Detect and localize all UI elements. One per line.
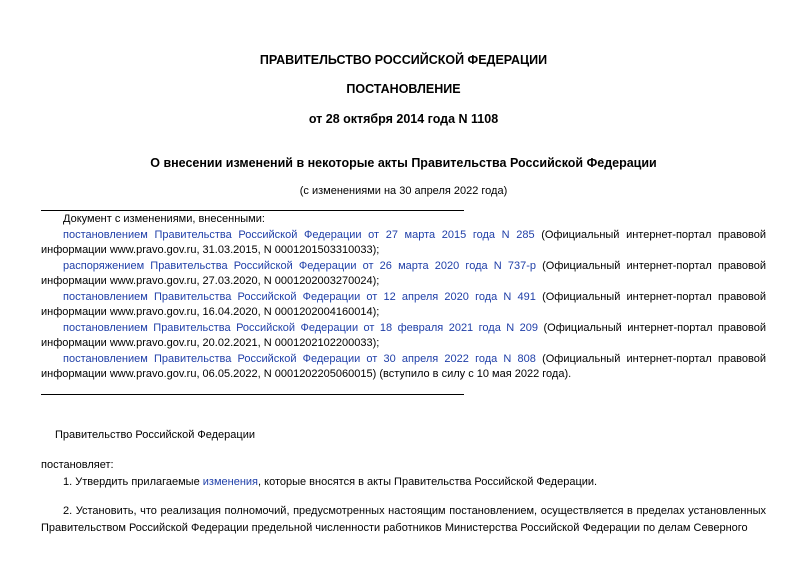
decides-line: постановляет: <box>41 459 114 471</box>
bottom-divider <box>41 394 464 395</box>
paragraph-1: 1. Утвердить прилагаемые изменения, которые вносятся в акты Правительства Российской Федерации. <box>63 475 598 488</box>
change-link[interactable]: постановлением Правительства Российской Федерации от 18 февраля 2021 года N 209 <box>63 321 539 334</box>
change-link[interactable]: постановлением Правительства Российской Федерации от 30 апреля 2022 года N 808 <box>63 352 536 365</box>
issuing-body: Правительство Российской Федерации <box>55 429 255 441</box>
change-item <box>41 228 766 259</box>
top-divider <box>41 210 464 211</box>
change-link[interactable]: постановлением Правительства Российской Федерации от 12 апреля 2020 года N 491 <box>63 290 536 303</box>
changes-block <box>41 212 766 383</box>
change-source: (Официальный интернет-портал правовой информации www.pravo.gov.ru, 31.03.2015, N 0001201503310033); <box>41 228 766 256</box>
change-source: (Официальный интернет-портал правовой информации www.pravo.gov.ru, 06.05.2022, N 0001202205060015) (вступило в силу с 10 мая 2022 года). <box>41 352 767 380</box>
change-source: (Официальный интернет-портал правовой информации www.pravo.gov.ru, 20.02.2021, N 0001202102200033); <box>41 321 766 349</box>
change-item <box>41 352 766 383</box>
revision-note: (с изменениями на 30 апреля 2022 года) <box>299 185 508 197</box>
subject-paragraph <box>41 427 766 444</box>
change-item <box>41 259 766 290</box>
document-date-number: от 28 октября 2014 года N 1108 <box>308 112 499 126</box>
document-type: ПОСТАНОВЛЕНИЕ <box>346 82 461 96</box>
change-item <box>41 321 766 352</box>
change-source: (Официальный интернет-портал правовой информации www.pravo.gov.ru, 16.04.2020, N 0001202004160014); <box>41 290 767 318</box>
change-link[interactable]: постановлением Правительства Российской Федерации от 27 марта 2015 года N 285 <box>63 228 535 241</box>
changes-intro: Документ с изменениями, внесенными: <box>63 213 265 225</box>
change-item <box>41 290 766 321</box>
change-source: (Официальный интернет-портал правовой информации www.pravo.gov.ru, 27.03.2020, N 0001202003270024); <box>41 259 766 287</box>
document-title: О внесении изменений в некоторые акты Правительства Российской Федерации <box>150 156 657 170</box>
paragraph-2-block <box>41 503 766 536</box>
paragraph-2: 2. Установить, что реализация полномочий, предусмотренных настоящим постановлением, осуществляется в пределах установленных Правительством Российской Федерации предельной численности работников Министерства Российской Федерации по делам Северного <box>41 505 766 534</box>
government-heading: ПРАВИТЕЛЬСТВО РОССИЙСКОЙ ФЕДЕРАЦИИ <box>259 53 548 67</box>
change-link[interactable]: распоряжением Правительства Российской Федерации от 26 марта 2020 года N 737-р <box>63 259 536 272</box>
amendments-link[interactable]: изменения <box>202 475 259 488</box>
resolution-body <box>41 457 766 490</box>
